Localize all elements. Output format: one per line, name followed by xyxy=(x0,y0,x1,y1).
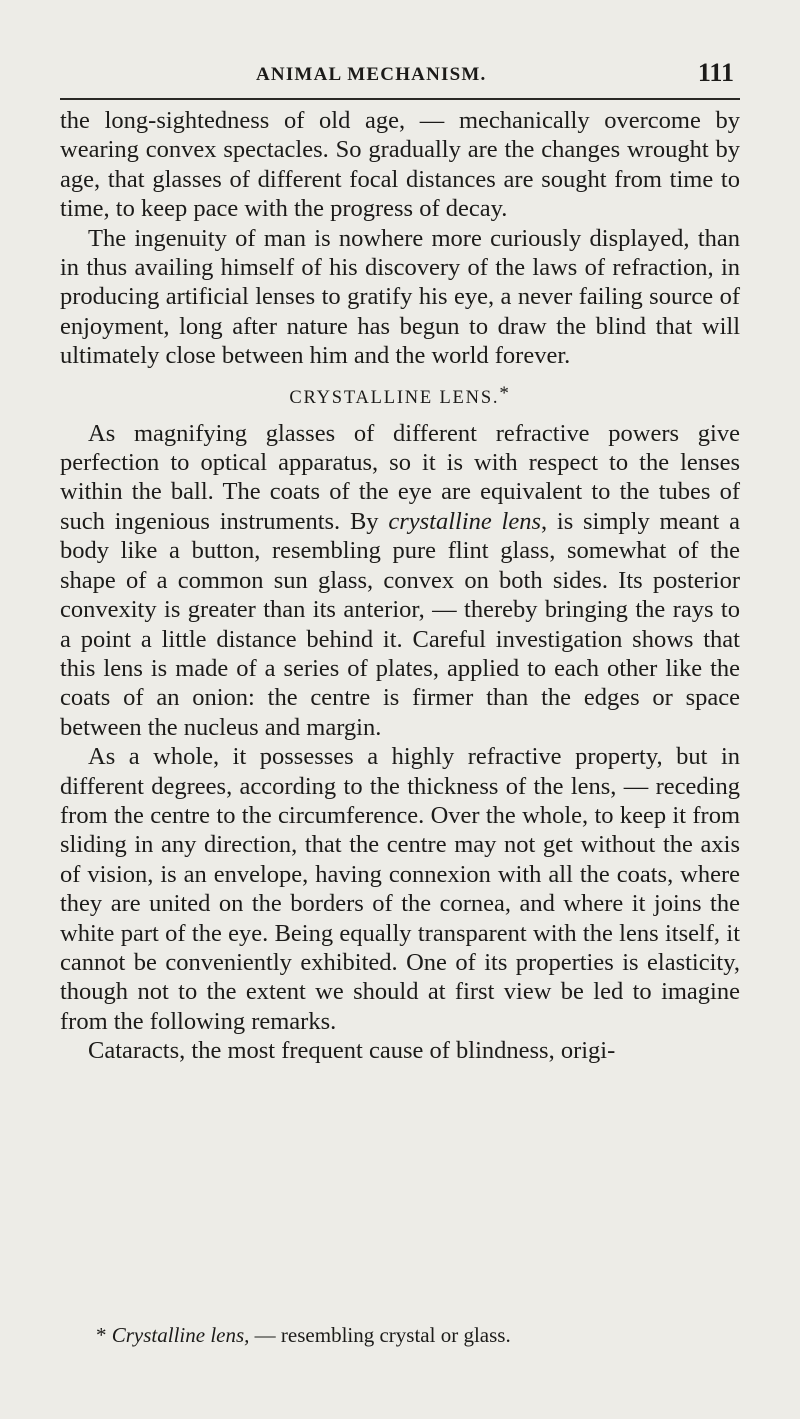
paragraph-cataracts: Cataracts, the most frequent cause of blindness, origi- xyxy=(88,1037,616,1065)
footnote xyxy=(96,1322,746,1348)
footnote-mark: * xyxy=(96,1323,107,1347)
section-heading-text: CRYSTALLINE LENS. xyxy=(289,387,500,408)
paragraph-text: As magnifying glasses of different refractive powers give perfection to optical apparatus, so it is with respect to the lenses within the ball. The coats of the eye are equivalent to the tubes of such ingenious instruments. By xyxy=(60,419,740,535)
footnote-text: — resembling crystal or glass. xyxy=(249,1323,511,1347)
section-heading xyxy=(60,383,740,413)
footnote-reference: * xyxy=(499,382,511,404)
body-text xyxy=(60,106,740,1066)
italic-term: crystalline lens xyxy=(388,507,541,535)
page-header xyxy=(60,58,740,94)
paragraph-text: , is simply meant a body like a button, resembling pure flint glass, somewhat of the shape of a common sun glass, convex on both sides. Its posterior convexity is greater than its anterior, — thereby bringing the rays to a point a little distance behind it. Careful investigation shows that this lens is made of a series of plates, applied to each other like the coats of an onion: the centre is firmer than the edges or space between the nucleus and margin. xyxy=(60,507,740,741)
running-head: ANIMAL MECHANISM. xyxy=(256,64,487,85)
paragraph-continued: the long-sightedness of old age, — mechanically overcome by wearing convex spectacles. So gradually are the changes wrought by age, that glasses of different focal distances are sought from time to time, to keep pace with the progress of decay. xyxy=(60,107,740,223)
paragraph-ingenuity: The ingenuity of man is nowhere more curiously displayed, than in thus availing himself of his discovery of the laws of refraction, in producing artificial lenses to gratify his eye, a never failing source of enjoyment, long after nature has begun to draw the blind that will ultimately close between him and the world forever. xyxy=(60,224,740,370)
footnote-term: Crystalline lens, xyxy=(111,1323,250,1347)
paragraph-crystalline-lens xyxy=(60,419,740,742)
paragraph-refractive-property: As a whole, it possesses a highly refractive property, but in different degrees, according to the thickness of the lens, — receding from the centre to the circumference. Over the whole, to keep it from sliding in any direction, that the centre may not get without the axis of vision, is an envelope, having connexion with all the coats, where they are united on the borders of the cornea, and where it joins the white part of the eye. Being equally transparent with the lens itself, it cannot be conveniently exhibited. One of its properties is elasticity, though not to the extent we should at first view be led to imagine from the following remarks. xyxy=(60,743,740,1035)
page-number: 111 xyxy=(697,58,734,87)
header-rule xyxy=(60,98,740,100)
